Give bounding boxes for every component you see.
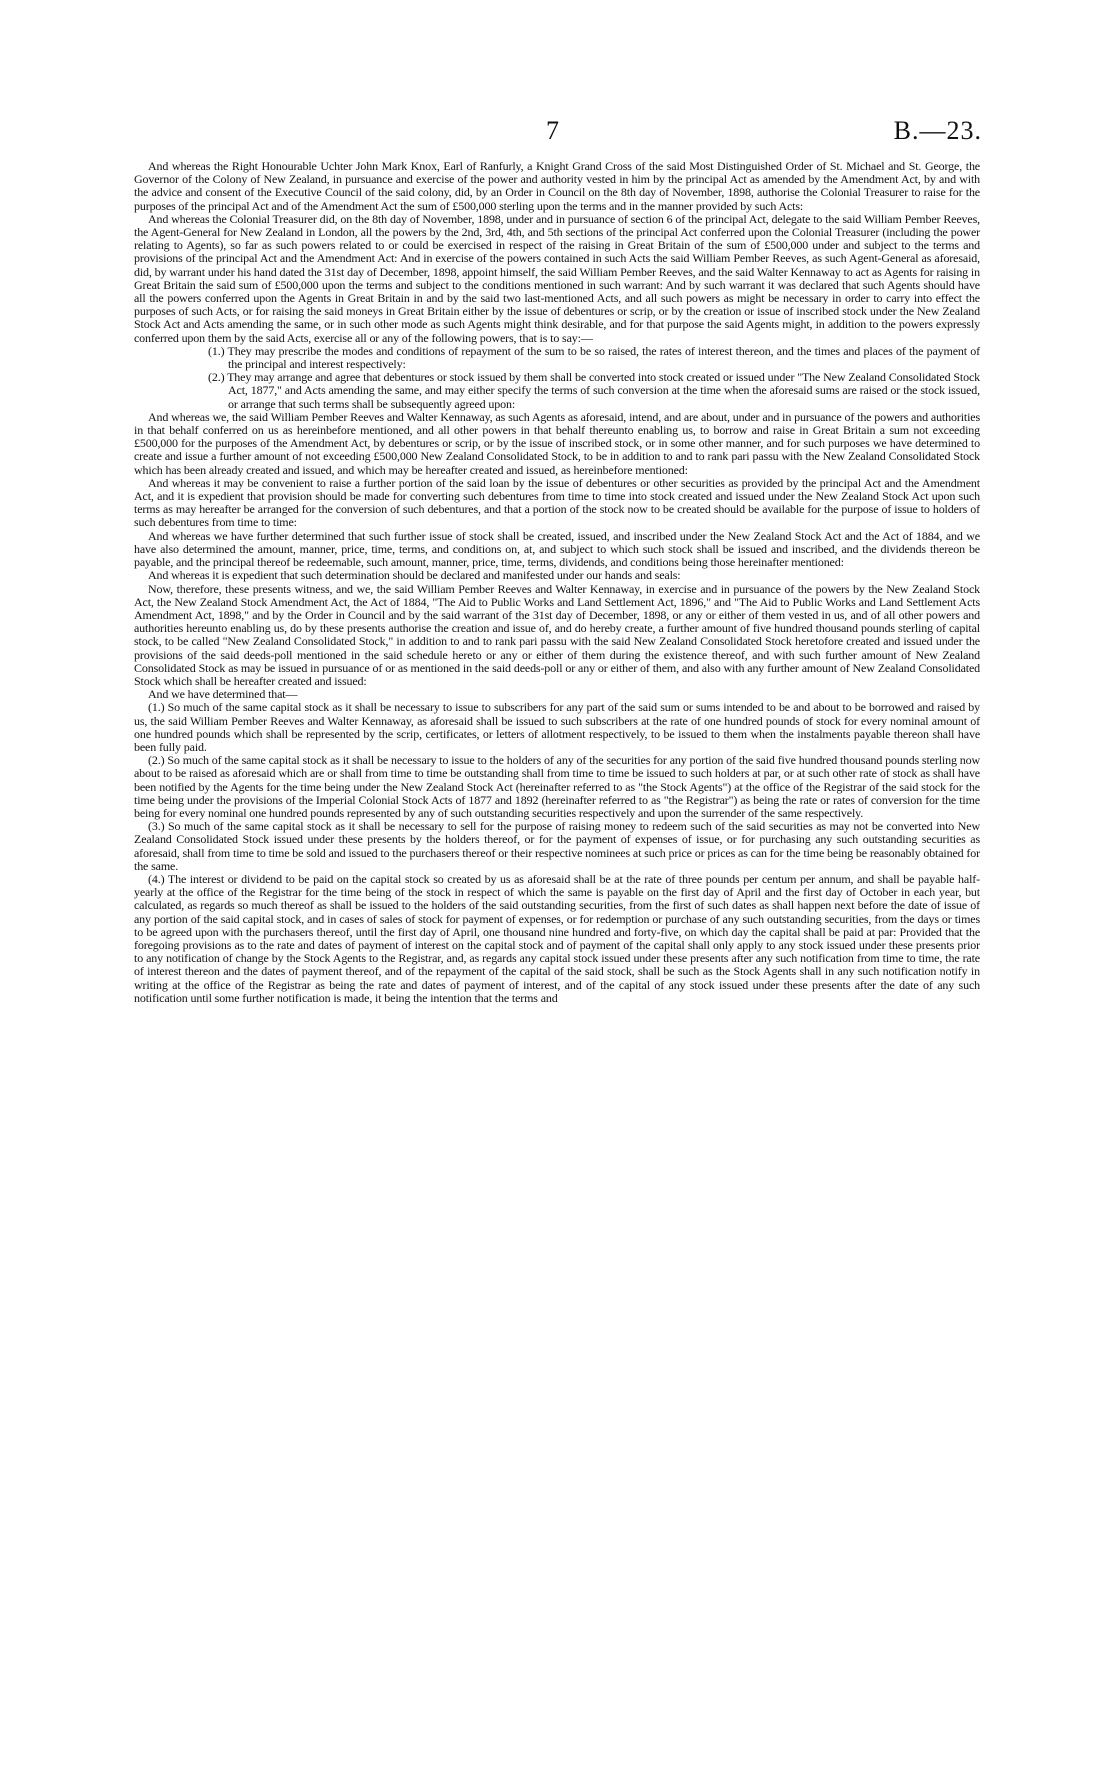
determination-item-2: (2.) So much of the same capital stock as it shall be necessary to issue to the holders of any of the securities for any portion of the said five hundred thousand pounds sterling now about to be raised as aforesaid which are or shall from time to time be outstanding shall from time to time be issued to such holders at par, or at such other rate of stock as shall have been notified by the Agents for the time being under the New Zealand Stock Act (hereinafter referred to as "the Stock Agents") at the office of the Registrar of the said stock for the time being under the provisions of the Imperial Colonial Stock Acts of 1877 and 1892 (hereinafter referred to as "the Registrar") as being the rate or rates of conversion for the time being for every nominal one hundred pounds represented by any of such outstanding securities respectively and upon the surrender of the same respectively.	[134, 753, 980, 820]
paragraph-treasurer-delegation: And whereas the Colonial Treasurer did, on the 8th day of November, 1898, under and in pursuance of section 6 of the principal Act, delegate to the said William Pember Reeves, the Agent-General for New Zealand in London, all the powers by the 2nd, 3rd, 4th, and 5th sections of the principal Act conferred upon the Colonial Treasurer (including the power relating to Agents), so far as such powers related to or could be exercised in respect of the raising in Great Britain of the sum of £500,000 under and subject to the terms and provisions of the principal Act and the Amendment Act: And in exercise of the powers contained in such Acts the said William Pember Reeves, as such Agent-General as aforesaid, did, by warrant under his hand dated the 31st day of December, 1898, appoint himself, the said William Pember Reeves, and the said Walter Kennaway to act as Agents for raising in Great Britain the said sum of £500,000 upon the terms and subject to the conditions mentioned in such warrant: And by such warrant it was declared that such Agents should have all the powers conferred upon the Agents in Great Britain in and by the said two last-mentioned Acts, and all such powers as might be necessary in order to carry into effect the purposes of such Acts, or for raising the said moneys in Great Britain either by the issue of debentures or scrip, or by the creation or issue of inscribed stock under the New Zealand Stock Act and Acts amending the same, or in such other mode as such Agents might think desirable, and for that purpose the said Agents might, in addition to the powers expressly conferred upon them by the said Acts, exercise all or any of the following powers, that is to say:—	[134, 211, 980, 345]
paragraph-further-issue: And whereas we have further determined that such further issue of stock shall be created, issued, and inscribed under the New Zealand Stock Act and the Act of 1884, and we have also determined the amount, manner, price, time, terms, and conditions on, at, and subject to which such stock shall be issued and inscribed, and the dividends thereon be payable, and the principal thereof be redeemable, such amount, manner, price, time, terms, dividends, and conditions being those hereinafter mentioned:	[134, 528, 980, 570]
power-item-2: (2.) They may arrange and agree that debentures or stock issued by them shall be converted into stock created or issued under "The New Zealand Consolidated Stock Act, 1877," and Acts amending the same, and may either specify the terms of such conversion at the time when the aforesaid sums are raised or the stock issued, or arrange that such terms shall be subsequently agreed upon:	[208, 370, 980, 411]
power-item-1: (1.) They may prescribe the modes and conditions of repayment of the sum to be so raised, the rates of interest thereon, and the times and places of the payment of the principal and interest respectively:	[208, 343, 980, 372]
paragraph-governor-order: And whereas the Right Honourable Uchter John Mark Knox, Earl of Ranfurly, a Knight Grand Cross of the said Most Distinguished Order of St. Michael and St. George, the Governor of the Colony of New Zealand, in pursuance and exercise of the power and authority vested in him by the principal Act as amended by the Amendment Act, by and with the advice and consent of the Executive Council of the said colony, did, by an Order in Council on the 8th day of November, 1898, authorise the Colonial Treasurer to raise for the purposes of the principal Act and of the Amendment Act the sum of £500,000 sterling upon the terms and in the manner provided by such Acts:	[134, 159, 980, 213]
page-number: 7	[546, 116, 559, 145]
paragraph-determined: And we have determined that—	[148, 687, 298, 702]
determination-item-1: (1.) So much of the same capital stock as it shall be necessary to issue to subscribers for any part of the said sum or sums intended to be and about to be borrowed and raised by us, the said William Pember Reeves and Walter Kennaway, as aforesaid shall be issued to such subscribers at the rate of one hundred pounds of stock for every nominal amount of one hundred pounds which shall be represented by the scrip, certificates, or letters of allotment respectively, to be issued to them when the instalments payable thereon shall have been fully paid.	[134, 700, 980, 754]
paragraph-agents-intent: And whereas we, the said William Pember Reeves and Walter Kennaway, as such Agents as aforesaid, intend, and are about, under and in pursuance of the powers and authorities in that behalf conferred on us as hereinbefore mentioned, and all other powers in that behalf thereunto enabling us, to borrow and raise in Great Britain a sum not exceeding £500,000 for the purposes of the Amendment Act, by debentures or scrip, or by the issue of inscribed stock, or in some other manner, and for such purposes we have determined to create and issue a further amount of not exceeding £500,000 New Zealand Consolidated Stock, to be in addition to and to rank pari passu with the New Zealand Consolidated Stock which has been already created and issued, and which may be hereafter created and issued, as hereinbefore mentioned:	[134, 409, 980, 477]
determination-item-4: (4.) The interest or dividend to be paid on the capital stock so created by us as aforesaid shall be at the rate of three pounds per centum per annum, and shall be payable half-yearly at the office of the Registrar for the time being of the stock in respect of which the same is payable on the first day of April and the first day of October in each year, but calculated, as regards so much thereof as shall be issued to the holders of the said outstanding securities, from the first of such dates as shall happen next before the date of issue of any portion of the said capital stock, and in cases of sales of stock for payment of expenses, or for redemption or purchase of any such outstanding securities, from the days or times to be agreed upon with the purchasers thereof, until the first day of April, one thousand nine hundred and forty-five, on which day the capital shall be paid at par: Provided that the foregoing provisions as to the rate and dates of payment of interest on the capital stock and of payment of the capital shall only apply to any stock issued under these presents prior to any notification of change by the Stock Agents to the Registrar, and, as regards any capital stock issued under these presents after any such notification from time to time, the rate of interest thereon and the dates of payment thereof, and of the repayment of the capital of the said stock, shall be such as the Stock Agents shall in any such notification notify in writing at the office of the Registrar as being the rate and dates of payment of interest, and of the capital of any stock issued under these presents after the date of any such notification until some further notification is made, it being the intention that the terms and	[134, 871, 980, 1005]
document-body	[134, 160, 980, 1005]
determination-item-3: (3.) So much of the same capital stock as it shall be necessary to sell for the purpose of raising money to redeem such of the said securities as may not be converted into New Zealand Consolidated Stock issued under these presents by the holders thereof, or for the payment of expenses of issue, or for purchasing any such outstanding securities as aforesaid, shall from time to time be sold and issued to the purchasers thereof or their respective nominees at such price or prices as can for the time being be reasonably obtained for the same.	[134, 819, 980, 873]
paragraph-declaration: And whereas it is expedient that such determination should be declared and manifested under our hands and seals:	[148, 568, 681, 583]
paragraph-now-therefore: Now, therefore, these presents witness, and we, the said William Pember Reeves and Walter Kennaway, in exercise and in pursuance of the powers by the New Zealand Stock Act, the New Zealand Stock Amendment Act, the Act of 1884, "The Aid to Public Works and Land Settlement Act, 1896," and "The Aid to Public Works and Land Settlement Acts Amendment Act, 1898," and by the Order in Council and by the said warrant of the 31st day of December, 1898, or any or either of them vested in us, and of all other powers and authorities hereunto enabling us, do by these presents authorise the creation and issue of, and do hereby create, a further amount of five hundred thousand pounds sterling of capital stock, to be called "New Zealand Consolidated Stock," in addition to and to rank pari passu with the said New Zealand Consolidated Stock heretofore created and issued under the provisions of the said deeds-poll mentioned in the said schedule hereto or any or either of them during the existence thereof, and with such further amount of New Zealand Consolidated Stock as may be issued in pursuance of or as mentioned in the said deeds-poll or any or either of them, and also with any further amount of New Zealand Consolidated Stock which shall be hereafter created and issued:	[134, 581, 980, 688]
document-reference: B.—23.	[893, 116, 982, 145]
paragraph-debentures: And whereas it may be convenient to raise a further portion of the said loan by the issue of debentures or other securities as provided by the principal Act and the Amendment Act, and it is expedient that provision should be made for converting such debentures from time to time into stock created and issued under the New Zealand Stock Act upon such terms as may hereafter be arranged for the conversion of such debentures, and that a portion of the stock now to be created should be available for the purpose of issue to holders of such debentures from time to time:	[134, 475, 980, 530]
